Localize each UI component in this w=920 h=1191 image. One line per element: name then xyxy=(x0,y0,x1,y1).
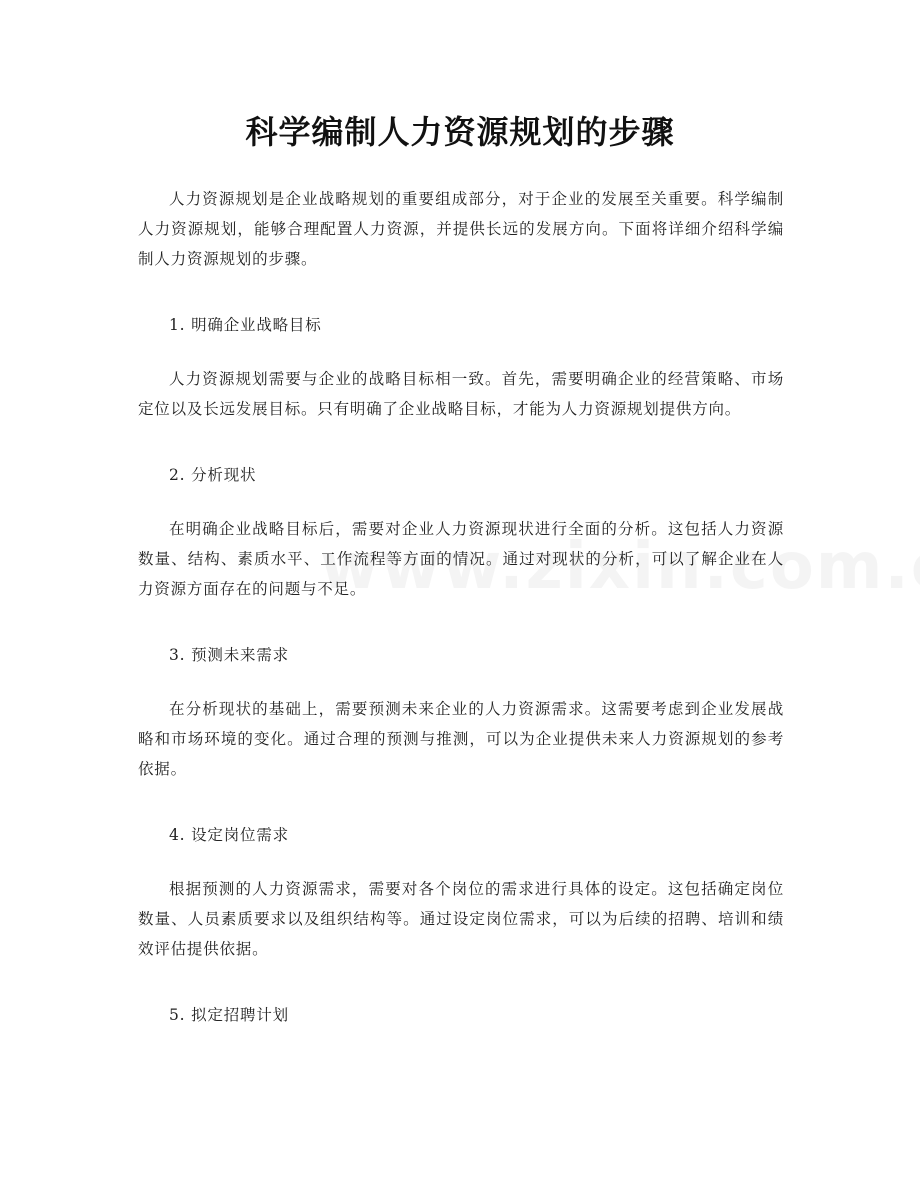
section-heading-5: 5. 拟定招聘计划 xyxy=(169,1006,289,1024)
intro-paragraph: 人力资源规划是企业战略规划的重要组成部分，对于企业的发展至关重要。科学编制人力资源规划，能够合理配置人力资源，并提供长远的发展方向。下面将详细介绍科学编制人力资源规划的步骤。 xyxy=(138,190,784,268)
section-body-4: 根据预测的人力资源需求，需要对各个岗位的需求进行具体的设定。这包括确定岗位数量、人员素质要求以及组织结构等。通过设定岗位需求，可以为后续的招聘、培训和绩效评估提供依据。 xyxy=(138,880,784,958)
document-title: 科学编制人力资源规划的步骤 xyxy=(245,113,675,151)
section-heading-4: 4. 设定岗位需求 xyxy=(169,826,289,844)
section-heading-3: 3. 预测未来需求 xyxy=(169,646,289,664)
section-body-1: 人力资源规划需要与企业的战略目标相一致。首先，需要明确企业的经营策略、市场定位以及长远发展目标。只有明确了企业战略目标，才能为人力资源规划提供方向。 xyxy=(138,370,784,418)
document-body xyxy=(138,184,784,1054)
section-body-2: 在明确企业战略目标后，需要对企业人力资源现状进行全面的分析。这包括人力资源数量、结构、素质水平、工作流程等方面的情况。通过对现状的分析，可以了解企业在人力资源方面存在的问题与不足。 xyxy=(138,520,784,598)
section-heading-1: 1. 明确企业战略目标 xyxy=(169,316,322,334)
section-heading-2: 2. 分析现状 xyxy=(169,466,257,484)
section-body-3: 在分析现状的基础上，需要预测未来企业的人力资源需求。这需要考虑到企业发展战略和市场环境的变化。通过合理的预测与推测，可以为企业提供未来人力资源规划的参考依据。 xyxy=(138,700,784,778)
